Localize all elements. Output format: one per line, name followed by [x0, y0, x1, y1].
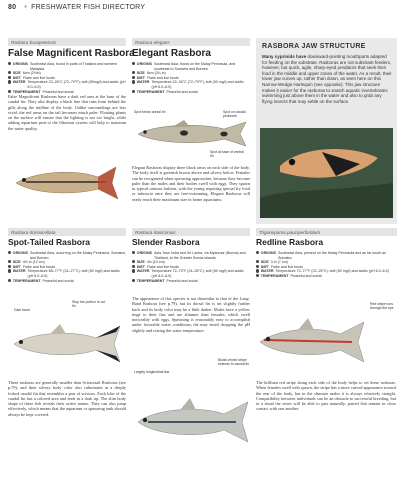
section-title: FRESHWATER FISH DIRECTORY: [31, 4, 146, 11]
fact-water: WATER Temperature 72–77°F (22–25°C); soft (50 mg/l) and acidic (pH 6.0–6.5): [256, 269, 394, 274]
scientific-name-bar: [8, 38, 126, 46]
spot-tailed-rasbora-image: [10, 318, 126, 368]
fact-temperament: TEMPERAMENT Peaceful and social: [132, 279, 250, 284]
callout-label: Stop the portion to cut fin: [72, 300, 106, 308]
scientific-name: Trigonopoma pauciperforatum: [259, 229, 321, 235]
page-number: 80: [8, 4, 17, 11]
panel-text: Many cyprinids have downward-pointing mouthparts adapted for feeding on the substrate. Rasboras are not substrate feeders, however, but quick, agile, sharp-eyed predators that seek their food in the middle and upper zones of the water. As a result, their lower jaw curves up, rather than down, as seen here on this Narrow-Wedge Harlequin (see opposite). This jaw structure makes it easier for the rasboras to snatch aquatic invertebrates swimming just above them in the water and also to grab any flying insects that may settle on the surface.: [262, 54, 392, 104]
species-title: Redline Rasbora: [256, 237, 324, 247]
fact-origins: ORIGINS Southeast Asia, occurring on the Malay Peninsula, Sumatra, and Borneo: [8, 251, 126, 260]
species-description: The appearance of this species is not dissimilar to that of the Long-Band Rasbora (see p.79), but its dorsal fin is set slightly further back and its body color may be a little darker. Males have a yellow tinge to their fins and are slimmer than females, which swell noticeably with eggs. Spawning is reasonably easy to accomplish under favorable water conditions; the may entail dropping the pH slightly and raising the water temperature.: [132, 296, 250, 333]
fact-diet: DIET Flake and live foods: [132, 265, 250, 270]
species-description: The brilliant red stripe along each side of the body helps to set these rasboras. When females swell with spawn, the stripe has a more curved appearance toward the rear of the body, but in the slimmer males it is always relatively straight. Compatibility between individuals can be an obstacle to successful breeding, but in a shoal the sexes will be able to pair naturally; paired fish remain in close contact with one another.: [256, 380, 396, 412]
fact-diet: DIET Flake and live foods: [132, 76, 250, 81]
species-title: Elegant Rasbora: [132, 48, 211, 59]
species-title: Slender Rasbora: [132, 237, 200, 247]
fact-water: WATER Temperature 22–26°C (72–79°F); soft (50mg/l) and acidic (pH 6.0–6.5): [8, 80, 126, 89]
fact-origins: ORIGINS Asia, from India and Sri Lanka, via Myanmar (Burma) and Thailand, to the Greater Sunda Islands: [132, 251, 250, 260]
fact-diet: DIET Flake and live foods: [8, 265, 126, 270]
fact-temperament: TEMPERAMENT Peaceful and social: [8, 279, 126, 284]
callout-label: Bluish-mixed stripe extends to caudal fin: [218, 358, 250, 366]
fact-water: WATER Temperature 68–77°F (24–27°C); soft (50 mg/l) and acidic (pH 6.0–6.5): [8, 269, 126, 278]
scientific-name-bar: [256, 228, 397, 236]
callout-label: Spot at base of ventral fin: [210, 150, 244, 158]
scientific-name-bar: [132, 38, 250, 46]
fact-temperament: TEMPERAMENT Peaceful and social: [256, 274, 394, 279]
header-separator-icon: •: [24, 4, 27, 11]
scientific-name: Rasbora daniconius: [135, 229, 176, 235]
slender-rasbora-image: [132, 382, 252, 462]
fact-temperament: TEMPERAMENT Peaceful and social: [132, 90, 250, 95]
fact-list: [132, 251, 250, 283]
false-magnificent-rasbora-image: [6, 155, 126, 210]
fact-water: WATER Temperature 72–79°F (24–26°C); soft (50 mg/l) and acidic (pH 6.0–6.5): [132, 269, 250, 278]
fact-diet: DIET Flake and live foods: [256, 265, 394, 270]
fact-size: SIZE 8cm (3¼ in): [132, 71, 250, 76]
callout-label: Red stripe runs through the eye: [370, 302, 394, 310]
fact-size: SIZE 4in (10 cm): [132, 260, 250, 265]
species-title: Spot-Tailed Rasbora: [8, 237, 91, 247]
species-description: False Magnificent Rasboras have a dark red area at the base of the caudal fin. They also display a black line that runs from behind the gills along the midline of the body. Unlike surroundings are less vivid, the red areas on the tail becomes much paler. Floating plants on the surface will ensure that the lighting is not too bright, while adding aquarium peat to the filtration system will help to maintain the water quality.: [8, 94, 126, 131]
redline-rasbora-image: [256, 306, 372, 376]
elegant-rasbora-image: [132, 118, 252, 148]
page-header: [8, 4, 145, 16]
fact-origins: ORIGINS Southeast Asia, found in parts of Thailand and western Malaysia: [8, 62, 126, 71]
fact-temperament: TEMPERAMENT Peaceful and social: [8, 90, 126, 95]
callout-label: Spot on caudal peduncle: [223, 110, 246, 118]
scientific-name-bar: [8, 228, 126, 236]
scientific-name: Rasbora borapetensis: [11, 39, 56, 45]
fact-water: WATER Temperature 22–26°C (72–79°F); soft (50 mg/l) and acidic (pH 6.0–6.5): [132, 80, 250, 89]
fact-size: SIZE 4½ in (12 cm): [8, 260, 126, 265]
species-description: Elegant Rasboras display three black areas on each side of the body. The body itself is greenish brown above and silvery below. Females can be recognized when spawning approaches, because they become paler than the males and their bodies swell with eggs. They spawn in typical rasbora fashion, with the young requiring special fry food or infusoria once they are free-swimming. Elegant Rasboras will ready reach their maximum size in home aquariums.: [132, 165, 250, 202]
scientific-name: Rasbora elegans: [135, 39, 170, 45]
fact-diet: DIET Flake and live foods: [8, 76, 126, 81]
species-description: These rasboras are generally smaller than Scissortail Rasboras (see p.79), and their silvery body color also culminates in a deeply forked caudal fin that resembles a pair of scissors. Each lobe of the caudal fin has a colored area and ends in a dark tip. The slim body shape of these fish reveals their active nature. They can also jump effectively, which means that the aquarium or spawning tank should always be kept covered.: [8, 380, 126, 417]
fact-size: SIZE 6cm (2½in): [8, 71, 126, 76]
fact-origins: ORIGINS Southeast Asia, present on the Malay Peninsula and as far south as Sumatra: [256, 251, 394, 260]
callout-label: Dark band: [14, 308, 30, 312]
fact-list: [256, 251, 394, 279]
fact-list: [8, 251, 126, 283]
fact-origins: ORIGINS Southeast Asia, found on the Malay Peninsula, and southeast to Sumatra and Borneo: [132, 62, 250, 71]
harlequin-jaw-photo: [260, 128, 393, 218]
panel-title: RASBORA JAW STRUCTURE: [262, 43, 366, 50]
scientific-name-bar: [132, 228, 250, 236]
scientific-name: Rasbora dorsiocellata: [11, 229, 56, 235]
fact-size: SIZE 3 in (7 cm): [256, 260, 394, 265]
fact-list: [132, 62, 250, 94]
callout-label: Spot below dorsal fin: [134, 110, 166, 114]
callout-label: Largely longitudinal line: [134, 370, 170, 374]
species-title: False Magnificent Rasbora: [8, 48, 135, 59]
fact-list: [8, 62, 126, 94]
